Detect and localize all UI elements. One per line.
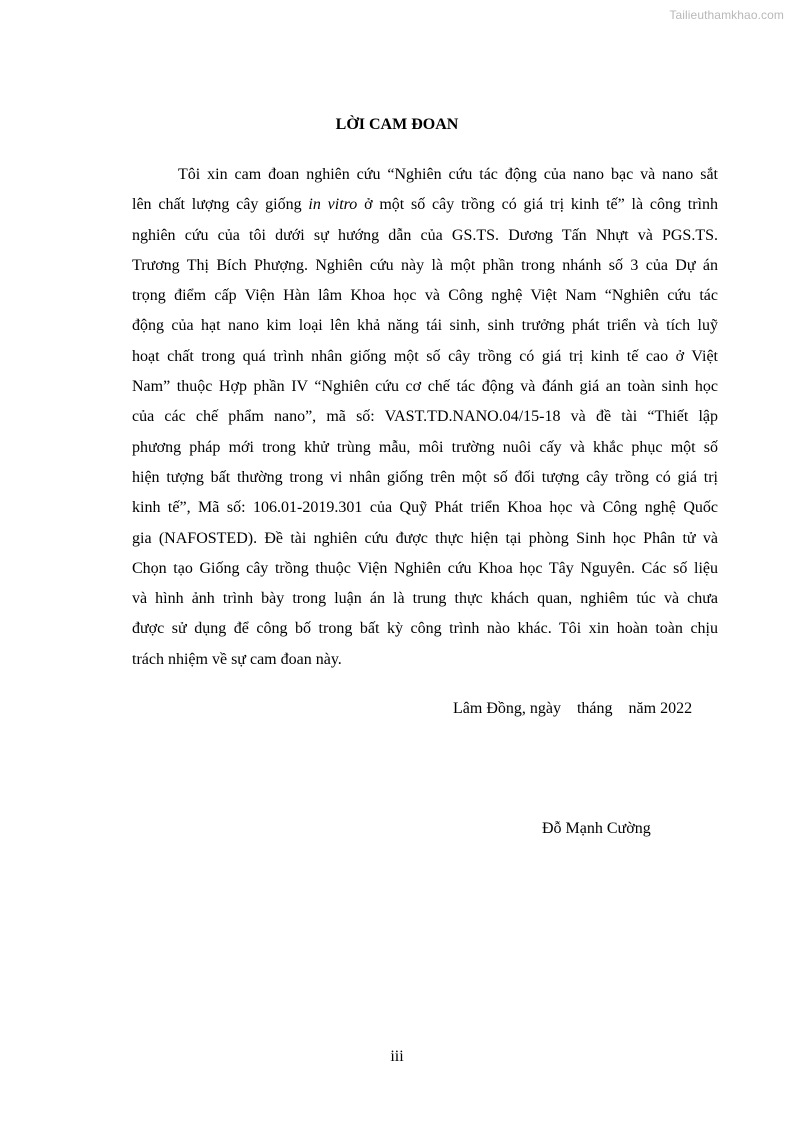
paragraph-line: gia (NAFOSTED). Đề tài nghiên cứu được thực hiện tại phòng Sinh học Phân tử và (132, 529, 718, 547)
paragraph-line: của các chế phẩm nano”, mã số: VAST.TD.NANO.04/15-18 và đề tài “Thiết lập (132, 408, 718, 426)
paragraph-line: hoạt chất trong quá trình nhân giống một số cây trồng có giá trị kinh tế cao ở Việt (132, 347, 718, 365)
paragraph-line: được sử dụng để công bố trong bất kỳ công trình nào khác. Tôi xin hoàn toàn chịu (132, 620, 718, 638)
italic-term: in vitro (308, 196, 358, 214)
paragraph-line: nghiên cứu của tôi dưới sự hướng dẫn của GS.TS. Dương Tấn Nhựt và PGS.TS. (132, 226, 718, 244)
paragraph-text: lên chất lượng cây giống (132, 196, 309, 214)
paragraph-line: Trương Thị Bích Phượng. Nghiên cứu này là một phần trong nhánh số 3 của Dự án (132, 256, 718, 274)
paragraph-line: Chọn tạo Giống cây trồng thuộc Viện Nghiên cứu Khoa học Tây Nguyên. Các số liệu (132, 559, 718, 577)
paragraph-text: ở một số cây trồng có giá trị kinh tế” là công trình (357, 196, 719, 214)
watermark: Tailieuthamkhao.com (669, 8, 784, 22)
page-title: LỜI CAM ĐOAN (335, 116, 459, 133)
paragraph-line: và hình ảnh trình bày trong luận án là trung thực khách quan, nghiêm túc và chưa (132, 590, 718, 608)
paragraph-line: Tôi xin cam đoan nghiên cứu “Nghiên cứu tác động của nano bạc và nano sắt (178, 166, 718, 183)
signer-name: Đỗ Mạnh Cường (542, 820, 651, 837)
paragraph-line: phương pháp mới trong khử trùng mẫu, môi trường nuôi cấy và khắc phục một số (132, 438, 718, 456)
page-number: iii (390, 1048, 404, 1065)
paragraph-line (132, 190, 718, 220)
paragraph-line: trọng điểm cấp Viện Hàn lâm Khoa học và Công nghệ Việt Nam “Nghiên cứu tác (132, 287, 718, 305)
date-place-line: Lâm Đồng, ngày tháng năm 2022 (453, 700, 693, 717)
paragraph-line: hiện tượng bất thường trong vi nhân giống trên một số đối tượng cây trồng có giá trị (132, 468, 718, 486)
paragraph-line: động của hạt nano kim loại lên khả năng tái sinh, sinh trưởng phát triển và tích luỹ (132, 317, 718, 335)
paragraph-line: Nam” thuộc Hợp phần IV “Nghiên cứu cơ chế tác động và đánh giá an toàn sinh học (132, 378, 718, 396)
paragraph-line: kinh tế”, Mã số: 106.01-2019.301 của Quỹ Phát triển Khoa học và Công nghệ Quốc (132, 499, 718, 517)
paragraph-line: trách nhiệm về sự cam đoan này. (132, 650, 342, 668)
declaration-paragraph (132, 160, 718, 675)
